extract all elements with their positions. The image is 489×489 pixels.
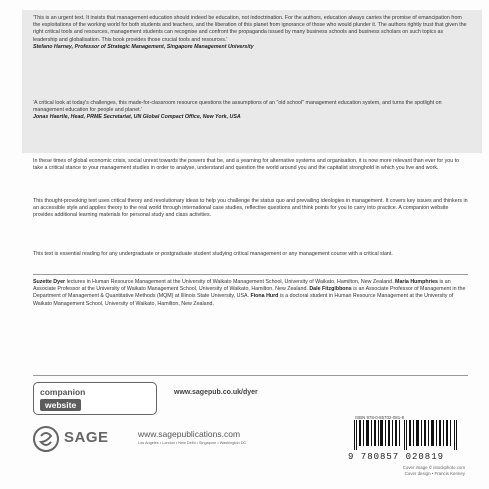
endorsement-quote: 'This is an urgent text. It insists that management education should indeed be education, not indoctrination. For the authors, education always carries the promise of emancipation from the exploitations of the working world for both students and teachers, and the liberation of this planet from ignorance of those who would plunder it. The authors rightly trust that given the right critical tools and resources, management students can recognise and confront the propaganda issued by many business schools and business scholars on such topics as leadership and globalisation. This book provides those crucial tools and resources.'	[33, 15, 467, 43]
companion-website-badge	[33, 382, 157, 415]
description-paragraph: This text is essential reading for any undergraduate or postgraduate student studying critical management or any management course with a critical slant.	[33, 251, 393, 257]
sage-logo-icon	[33, 426, 59, 452]
cover-image-credit: Cover image © istockphoto.com	[402, 465, 465, 470]
author-name: Maria Humphries	[395, 279, 439, 285]
endorsement-1	[33, 15, 468, 51]
publisher-name: SAGE	[64, 429, 109, 446]
endorsement-quote: 'A critical look at today's challenges, this made-for-classroom resource questions the assumptions of an "old school" management education system, and turns the spotlight on management education for people and planet.'	[33, 100, 442, 114]
author-name: Dale Fitzgibbons	[309, 286, 352, 293]
author-bio: lectures in Human Resource Management at the University of Waikato Management School, University of Waikato, Hamilton, New Zealand.	[65, 279, 396, 285]
author-bios	[33, 279, 468, 308]
divider	[33, 375, 468, 376]
author-name: Fiona Hurd	[250, 293, 279, 300]
publisher-url[interactable]: www.sagepublications.com	[138, 429, 241, 439]
cover-design-credit: Cover design • Francis Kenney	[404, 471, 465, 476]
author-bio: is an Associate Professor of Management in the Department of Management & Quantitative Methods (MQM) at Illinois State University, USA.	[33, 286, 466, 300]
publisher-offices: Los Angeles • London • New Delhi • Singapore • Washington DC	[138, 441, 247, 445]
author-bio: is an Associate Professor at the University of Waikato Management School, University of Waikato, Hamilton, New Zealand.	[33, 279, 451, 293]
endorsement-attribution: Jonas Haertle, Head, PRME Secretariat, UN Global Compact Office, New York, USA	[33, 114, 241, 121]
description-paragraph: In these times of global economic crisis, social unrest towards the powers that be, and a yearning for alternative systems and organisation, it is now more relevant than ever for you to take a critical stance to your management studies in order to analyse, understand and question the world around you and the capitalist stronghold in which you live and work.	[33, 158, 460, 172]
barcode-icon	[352, 420, 460, 450]
website-label: website	[40, 399, 81, 411]
isbn-label: ISBN 978-0-85702-081-9	[355, 415, 405, 420]
barcode-number: 9 780857 020819	[348, 452, 445, 462]
author-bio: is a doctoral student in Human Resource Management at the University of Waikato Management School, University of Waikato, Hamilton, New Zealand.	[33, 293, 454, 307]
author-name: Suzette Dyer	[33, 279, 66, 285]
companion-url[interactable]: www.sagepub.co.uk/dyer	[174, 389, 258, 396]
companion-label: companion	[40, 387, 86, 397]
description-paragraph: This thought-provoking text uses critical theory and revolutionary ideas to help you challenge the status quo and prevailing ideologies in management. It covers key issues and thinkers in an accessible style and applies theory to the real world through international case studies, reflective questions and think points for you to carry into practice. A companion website provides additional learning materials for personal study and class activities.	[33, 198, 468, 219]
endorsement-attribution: Stefano Harney, Professor of Strategic Management, Singapore Management University	[33, 43, 254, 50]
divider	[33, 274, 468, 275]
endorsement-2	[33, 100, 468, 122]
